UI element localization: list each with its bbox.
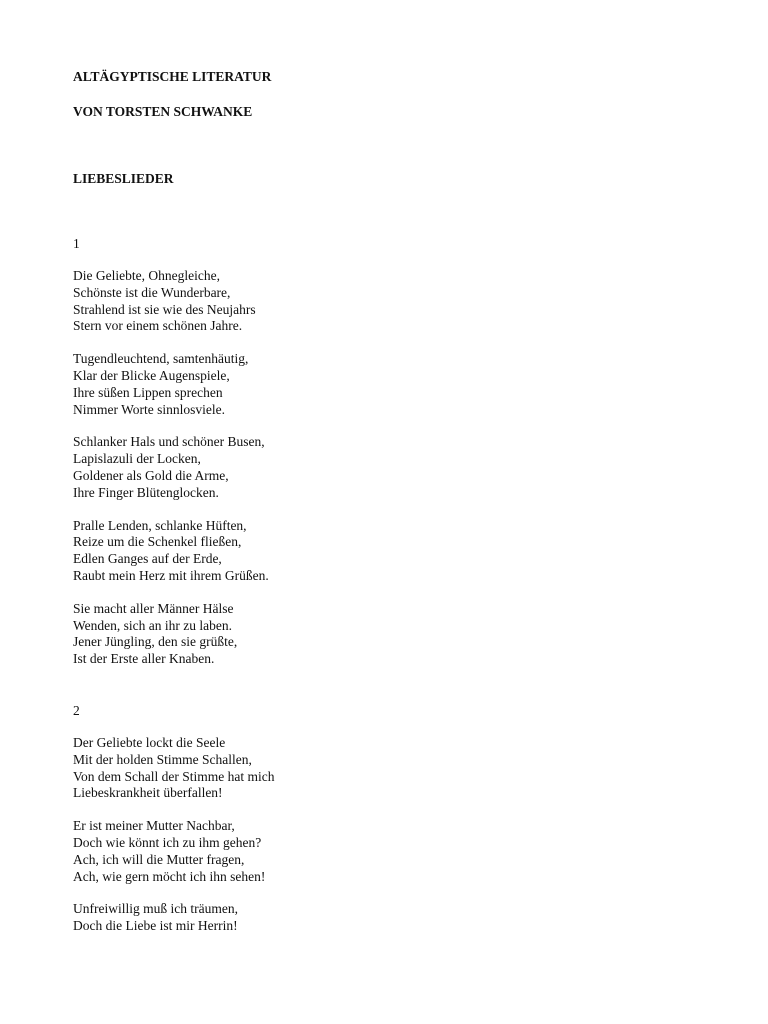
document-body bbox=[73, 66, 713, 935]
stanza bbox=[73, 601, 713, 668]
verse-line: Reize um die Schenkel fließen, bbox=[73, 534, 242, 550]
document-title: ALTÄGYPTISCHE LITERATUR bbox=[73, 69, 272, 84]
verse-line: Liebeskrankheit überfallen! bbox=[73, 785, 223, 801]
poem-number: 1 bbox=[73, 236, 80, 251]
verse-line: Jener Jüngling, den sie grüßte, bbox=[73, 634, 238, 650]
verse-line: Ist der Erste aller Knaben. bbox=[73, 651, 215, 667]
stanza bbox=[73, 268, 713, 335]
verse-line: Die Geliebte, Ohnegleiche, bbox=[73, 268, 220, 283]
verse-line: Der Geliebte lockt die Seele bbox=[73, 734, 226, 750]
stanza bbox=[73, 901, 713, 935]
verse-line: Nimmer Worte sinnlosviele. bbox=[73, 401, 226, 417]
verse-line: Mit der holden Stimme Schallen, bbox=[73, 751, 252, 767]
verse-line: Ach, wie gern möcht ich ihn sehen! bbox=[73, 868, 266, 884]
stanza bbox=[73, 351, 713, 418]
poem-number: 2 bbox=[73, 702, 80, 718]
verse-line: Klar der Blicke Augenspiele, bbox=[73, 367, 230, 383]
verse-line: Pralle Lenden, schlanke Hüften, bbox=[73, 517, 247, 533]
verse-line: Er ist meiner Mutter Nachbar, bbox=[73, 818, 235, 834]
verse-line: Doch die Liebe ist mir Herrin! bbox=[73, 918, 238, 934]
verse-line: Wenden, sich an ihr zu laben. bbox=[73, 617, 232, 633]
verse-line: Ihre Finger Blütenglocken. bbox=[73, 484, 219, 500]
stanza bbox=[73, 818, 713, 885]
document-author: VON TORSTEN SCHWANKE bbox=[73, 104, 253, 119]
verse-line: Goldener als Gold die Arme, bbox=[73, 467, 229, 483]
verse-line: Raubt mein Herz mit ihrem Grüßen. bbox=[73, 567, 269, 583]
poem-list bbox=[73, 235, 713, 935]
stanza bbox=[73, 735, 713, 802]
poem bbox=[73, 702, 713, 935]
stanza bbox=[73, 434, 713, 501]
verse-line: Sie macht aller Männer Hälse bbox=[73, 600, 234, 616]
verse-line: Schlanker Hals und schöner Busen, bbox=[73, 434, 265, 450]
verse-line: Edlen Ganges auf der Erde, bbox=[73, 551, 222, 567]
verse-line: Lapislazuli der Locken, bbox=[73, 451, 201, 467]
poem bbox=[73, 235, 713, 668]
verse-line: Stern vor einem schönen Jahre. bbox=[73, 318, 243, 334]
verse-line: Von dem Schall der Stimme hat mich bbox=[73, 768, 275, 784]
verse-line: Ihre süßen Lippen sprechen bbox=[73, 384, 223, 400]
verse-line: Strahlend ist sie wie des Neujahrs bbox=[73, 301, 256, 317]
verse-line: Schönste ist die Wunderbare, bbox=[73, 284, 231, 300]
verse-line: Tugendleuchtend, samtenhäutig, bbox=[73, 351, 249, 367]
verse-line: Doch wie könnt ich zu ihm gehen? bbox=[73, 834, 262, 850]
section-title: LIEBESLIEDER bbox=[73, 171, 174, 186]
verse-line: Unfreiwillig muß ich träumen, bbox=[73, 901, 238, 917]
stanza bbox=[73, 518, 713, 585]
verse-line: Ach, ich will die Mutter fragen, bbox=[73, 851, 245, 867]
